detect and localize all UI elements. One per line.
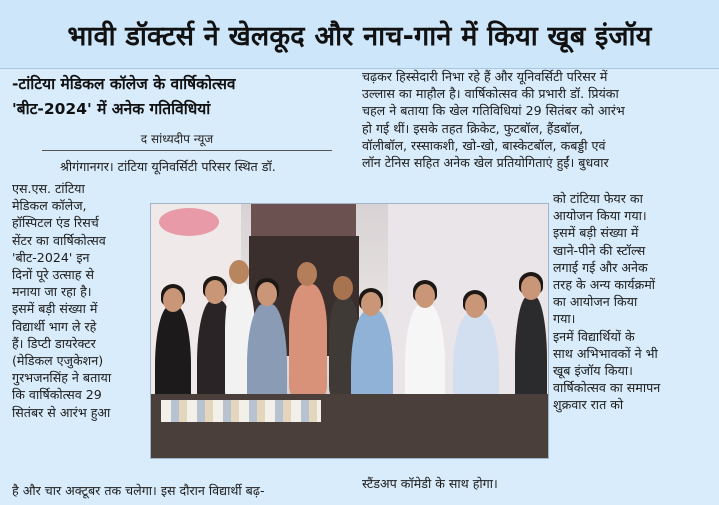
text-line: चढ़कर हिस्सेदारी निभा रहे हैं और यूनिवर्सिटी परिसर में	[362, 69, 608, 84]
photo-face	[297, 262, 317, 286]
photo-face	[415, 284, 435, 308]
text-line: विद्यार्थी भाग ले रहे	[12, 318, 97, 334]
article-right-narrow	[553, 190, 708, 414]
text-line: इनमें विद्यार्थियों के	[553, 328, 635, 344]
text-line: शुक्रवार रात को	[553, 397, 624, 413]
photo-face	[257, 282, 277, 306]
text-line: दिनों पूरे उत्साह से	[12, 267, 94, 283]
photo-face	[229, 260, 249, 284]
text-line: साथ अभिभावकों ने भी	[553, 345, 658, 361]
divider	[42, 150, 332, 151]
text-line: उल्लास का माहौल है। वार्षिकोत्सव की प्रभारी डॉ. प्रियंका	[362, 86, 619, 102]
text-line: तरह के अन्य कार्यक्रमों	[553, 277, 656, 293]
subheadline-line-1: -टांटिया मेडिकल कॉलेज के वार्षिकोत्सव	[12, 75, 236, 93]
subheadline-line-2: 'बीट-2024' में अनेक गतिविधियां	[12, 100, 211, 118]
photo-face	[361, 292, 381, 316]
subheadline	[12, 72, 347, 122]
text-line: हैं। डिप्टी डायरेक्टर	[12, 335, 96, 351]
byline: द सांध्यदीप न्यूज	[140, 132, 214, 146]
headline: भावी डॉक्टर्स ने खेलकूद और नाच-गाने में किया खूब इंजॉय	[0, 0, 719, 69]
text-line: (मेडिकल एजुकेशन)	[12, 353, 104, 369]
article-left-narrow	[12, 180, 150, 421]
text-line: हो गई थीं। इसके तहत क्रिकेट, फुटबॉल, हैंडबॉल,	[362, 120, 584, 136]
text-line: सितंबर से आरंभ हुआ	[12, 404, 111, 420]
text-line: हॉस्पिटल एंड रिसर्च	[12, 215, 99, 231]
article-right-last-line: स्टैंडअप कॉमेडी के साथ होगा।	[362, 476, 498, 491]
text-line: चहल ने बताया कि खेल गतिविधियां 29 सितंबर को आरंभ	[362, 103, 625, 119]
text-line: मेडिकल कॉलेज,	[12, 198, 87, 214]
photo-backdrop-top	[251, 204, 356, 238]
photo-person	[289, 284, 327, 396]
article-left-last-line: है और चार अक्टूबर तक चलेगा। इस दौरान विद्यार्थी बढ़-	[12, 483, 265, 498]
text-line: लॉन टेनिस सहित अनेक खेल प्रतियोगिताएं हुईं। बुधवार	[362, 155, 609, 171]
photo-face	[465, 294, 485, 318]
text-line: गया।	[553, 311, 576, 327]
news-photo	[150, 203, 549, 459]
text-line: वार्षिकोत्सव का समापन	[553, 380, 661, 396]
text-line: खाने-पीने की स्टॉल्स	[553, 242, 646, 258]
text-line: 'बीट-2024' इन	[12, 249, 90, 265]
text-line: खूब इंजॉय किया।	[553, 363, 633, 379]
photo-face	[521, 276, 541, 300]
photo-face	[205, 280, 225, 304]
text-line: को टांटिया फेयर का	[553, 191, 643, 206]
text-line: सेंटर का वार्षिकोत्सव	[12, 232, 106, 248]
text-line: गुरभजनसिंह ने बताया	[12, 370, 112, 386]
text-line: इसमें बड़ी संख्या में	[553, 225, 639, 241]
text-line: एस.एस. टांटिया	[12, 181, 85, 196]
photo-stall-items	[161, 400, 321, 422]
text-line: आयोजन किया गया।	[553, 208, 647, 224]
photo-balloon	[159, 208, 219, 236]
photo-face	[163, 288, 183, 312]
text-line: का आयोजन किया	[553, 294, 638, 310]
photo-face	[333, 276, 353, 300]
article-right-top	[362, 68, 706, 171]
text-line: वॉलीबॉल, रस्साकशी, खो-खो, बास्केटबॉल, कबड्डी एवं	[362, 137, 606, 153]
text-line: मनाया जा रहा है।	[12, 284, 92, 300]
text-line: कि वार्षिकोत्सव 29	[12, 387, 102, 403]
text-line: लगाई गई और अनेक	[553, 259, 648, 275]
text-line: श्रीगंगानगर। टांटिया यूनिवर्सिटी परिसर स्थित डॉ.	[60, 159, 276, 174]
text-line: इसमें बड़ी संख्या में	[12, 301, 98, 317]
article-first-line	[60, 158, 352, 175]
left-column	[12, 68, 347, 498]
